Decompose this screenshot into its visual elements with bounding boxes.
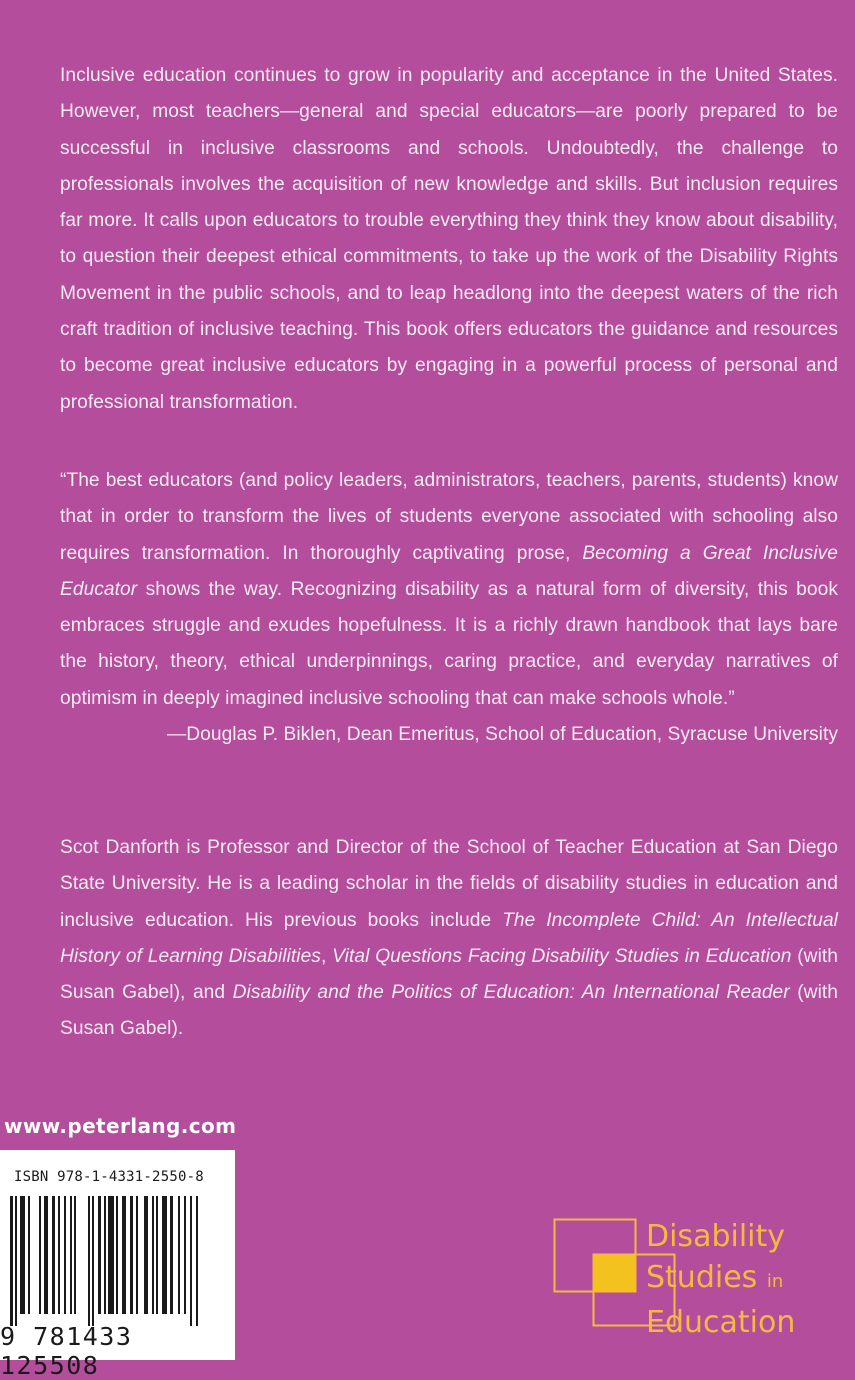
series-line-2 (646, 1257, 795, 1302)
series-name (646, 1216, 795, 1343)
book-title: Disability and the Politics of Education: An International Reader (232, 982, 790, 1004)
isbn-label: ISBN 978-1-4331-2550-8 (14, 1169, 204, 1185)
quote-text: “The best educators (and policy leaders, administrators, teachers, parents, students) know that in order to transform the lives of students everyone associated with schooling also requires transformation. In thoroughly captivating prose, (60, 470, 838, 564)
bio-text: (with Susan Gabel). (60, 982, 838, 1040)
barcode-number: 9 781433 125508 (0, 1322, 133, 1380)
book-title: The Incomplete Child: An Intellectual History of Learning Disabilities (60, 909, 838, 967)
bio-text: (with Susan Gabel), and (60, 945, 838, 1004)
series-word-small: in (766, 1271, 784, 1292)
series-line-3: Education (646, 1305, 796, 1340)
series-line-1: Disability (646, 1219, 786, 1254)
isbn-barcode (0, 1150, 235, 1380)
quoted-book-title: Becoming a Great Inclusive Educator (60, 542, 838, 600)
bio-text: , (320, 945, 333, 967)
series-logo (553, 1218, 843, 1338)
barcode-icon (0, 1196, 205, 1326)
book-description: Inclusive education continues to grow in popularity and acceptance in the United States. However, most teachers—general and special educators—are poorly prepared to be successful in inclusive classrooms and schools. Undoubtedly, the challenge to professionals involves the acquisition of new knowledge and skills. But inclusion requires far more. It calls upon educators to trouble everything they think they know about disability, to question their deepest ethical commitments, to take up the work of the Disability Rights Movement in the public schools, and to leap headlong into the deepest waters of the rich craft tradition of inclusive teaching. This book offers educators the guidance and resources to become great inclusive educators by engaging in a powerful process of personal and professional transformation. (60, 65, 838, 413)
author-bio (60, 830, 838, 1048)
bio-text: Scot Danforth is Professor and Director of the School of Teacher Education at San Diego State University. He is a leading scholar in the fields of disability studies in education and inclusive education. His previous books include (60, 837, 838, 931)
publisher-url: www.peterlang.com (4, 1114, 237, 1138)
quote-attribution: —Douglas P. Biklen, Dean Emeritus, School of Education, Syracuse University (166, 724, 838, 746)
endorsement-quote (60, 463, 838, 753)
quote-text: shows the way. Recognizing disability as a natural form of diversity, this book embraces struggle and exudes hopefulness. It is a richly drawn handbook that lays bare the history, theory, ethical underpinnings, caring practice, and everyday narratives of optimism in deeply imagined inclusive schooling that can make schools whole.” (60, 578, 838, 709)
book-title: Vital Questions Facing Disability Studies in Education (332, 945, 792, 967)
series-word: Studies (646, 1260, 758, 1295)
